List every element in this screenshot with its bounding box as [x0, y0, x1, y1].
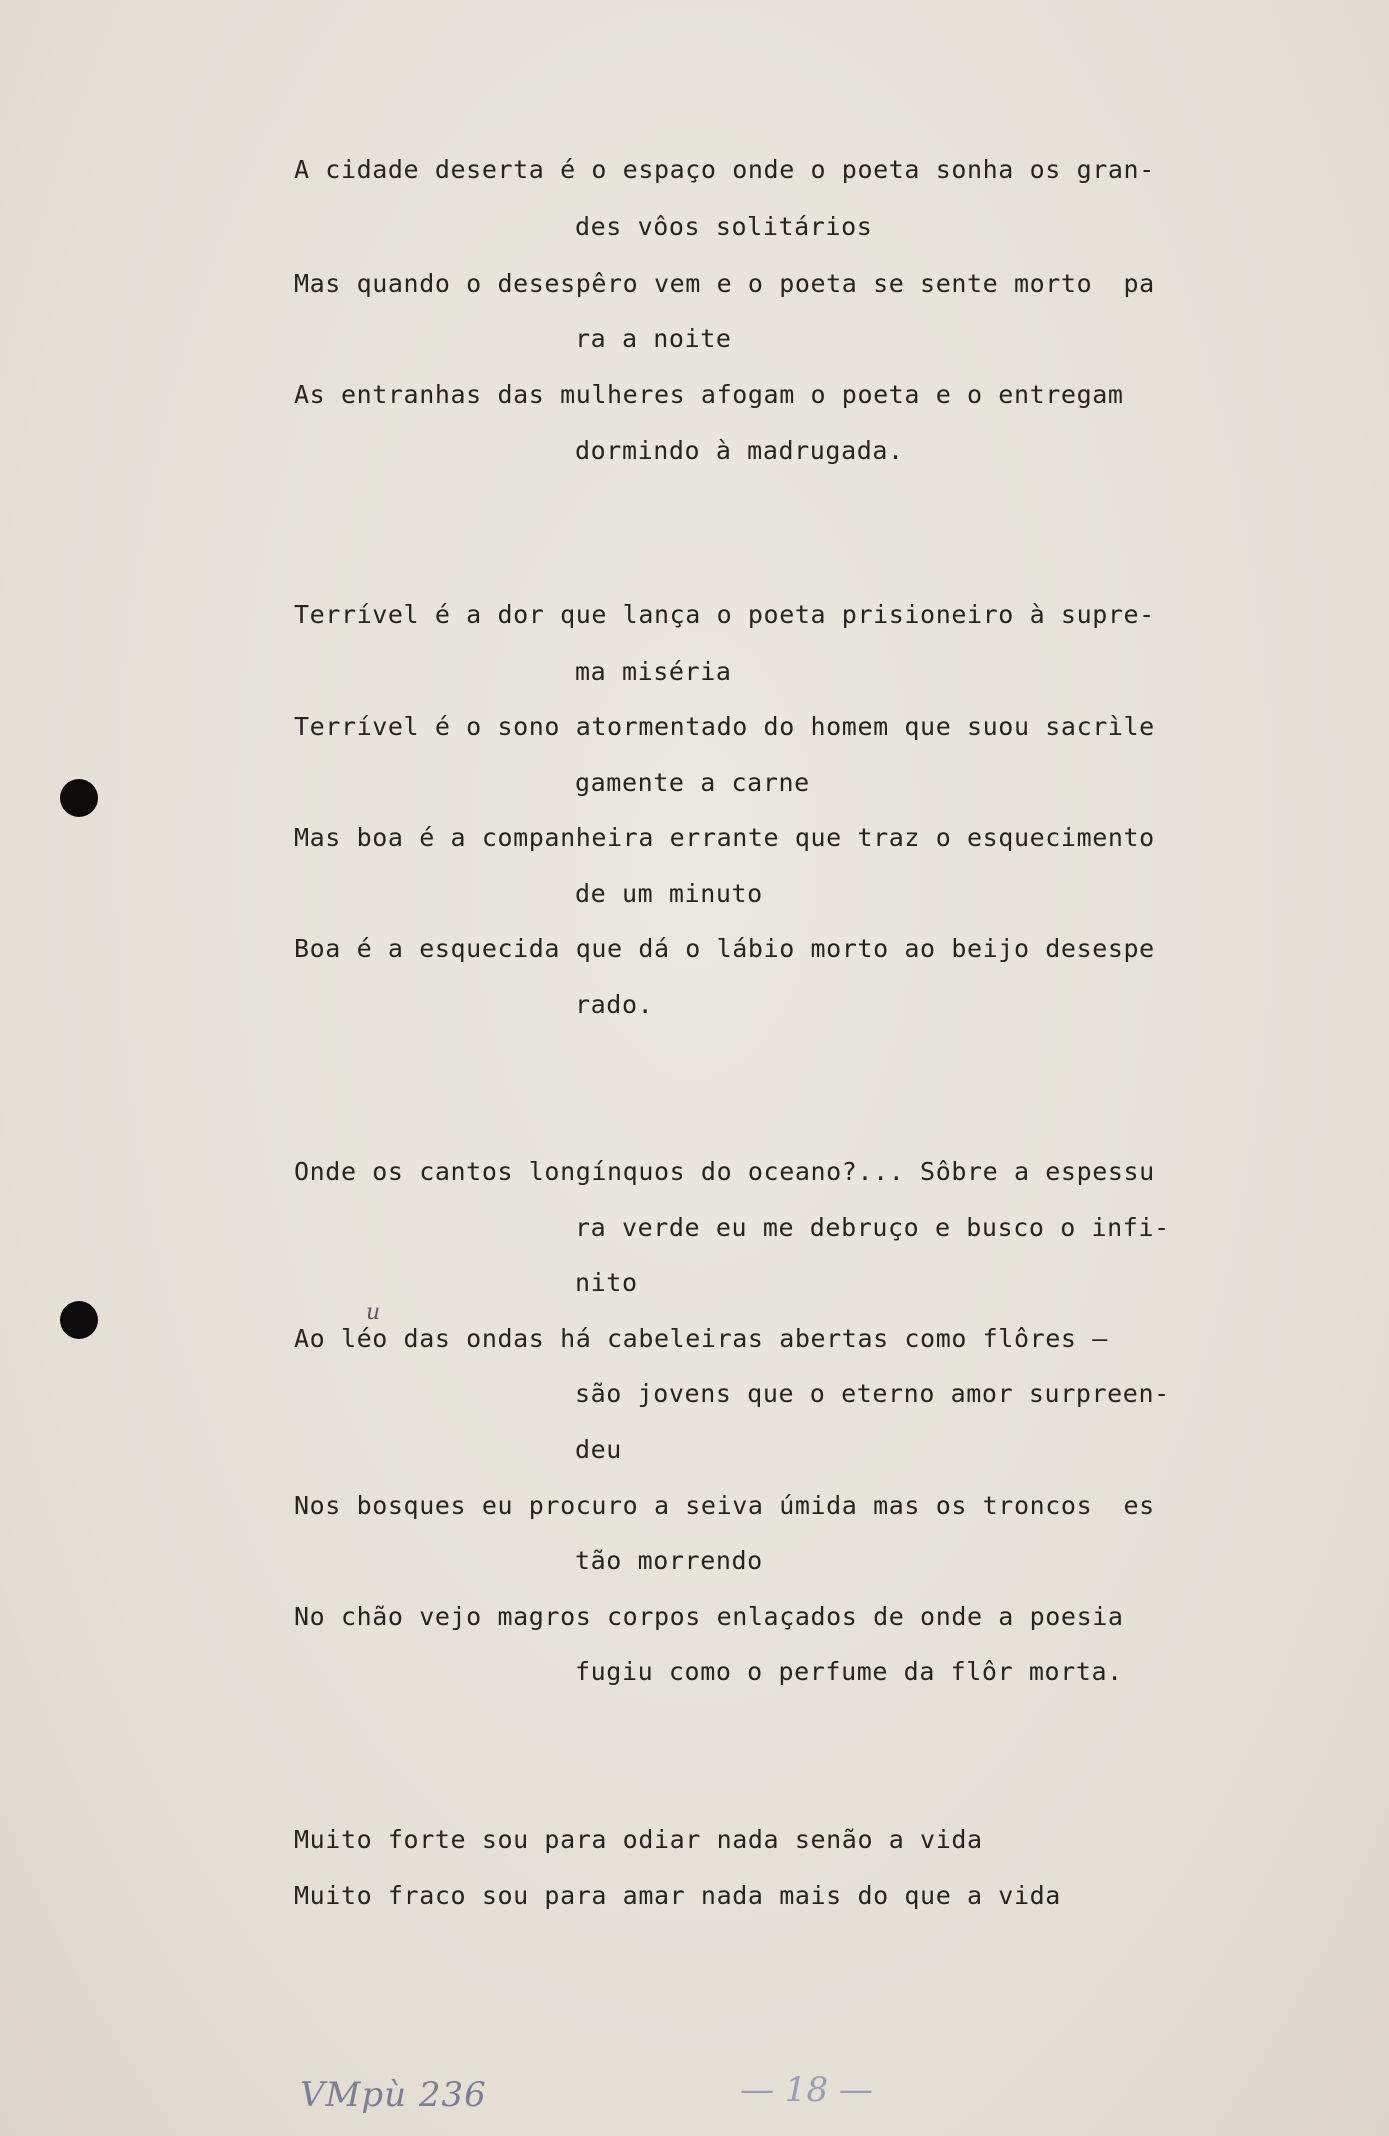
catalog-mark: VMpù 236: [300, 2075, 487, 2115]
verse-line: Terrível é o sono atormentado do homem que suou sacrìle: [294, 712, 1155, 741]
verse-line: rado.: [575, 990, 654, 1019]
verse-line: nito: [575, 1268, 638, 1297]
verse-line: Muito fraco sou para amar nada mais do que a vida: [294, 1881, 1061, 1910]
handwritten-correction: u: [366, 1300, 381, 1325]
verse-line: Mas boa é a companheira errante que traz o esquecimento: [294, 823, 1155, 852]
verse-line: As entranhas das mulheres afogam o poeta e o entregam: [294, 380, 1124, 409]
verse-line: Ao léo das ondas há cabeleiras abertas como flôres —: [294, 1324, 1108, 1353]
verse-line: ma miséria: [575, 657, 732, 686]
verse-line: Boa é a esquecida que dá o lábio morto ao beijo desespe: [294, 934, 1155, 963]
verse-line: No chão vejo magros corpos enlaçados de onde a poesia: [294, 1602, 1124, 1631]
verse-line: A cidade deserta é o espaço onde o poeta sonha os gran-: [294, 155, 1155, 184]
verse-line: deu: [575, 1435, 622, 1464]
verse-line: de um minuto: [575, 879, 763, 908]
binder-hole-top: [60, 779, 98, 817]
verse-line: Muito forte sou para odiar nada senão a vida: [294, 1825, 983, 1854]
verse-line: são jovens que o eterno amor surpreen-: [575, 1379, 1170, 1408]
verse-line: des vôos solitários: [575, 212, 873, 241]
verse-line: Nos bosques eu procuro a seiva úmida mas os troncos es: [294, 1491, 1155, 1520]
verse-line: ra a noite: [575, 324, 732, 353]
verse-line: dormindo à madrugada.: [575, 436, 904, 465]
verse-line: ra verde eu me debruço e busco o infi-: [575, 1213, 1170, 1242]
binder-hole-bottom: [60, 1301, 98, 1339]
verse-line: tão morrendo: [575, 1546, 763, 1575]
verse-line: Terrível é a dor que lança o poeta prisioneiro à supre-: [294, 600, 1155, 629]
verse-line: gamente a carne: [575, 768, 810, 797]
page-number: — 18 —: [740, 2070, 873, 2110]
verse-line: fugiu como o perfume da flôr morta.: [575, 1657, 1123, 1686]
verse-line: Mas quando o desespêro vem e o poeta se sente morto pa: [294, 269, 1155, 298]
verse-line: Onde os cantos longínquos do oceano?... Sôbre a espessu: [294, 1157, 1155, 1186]
